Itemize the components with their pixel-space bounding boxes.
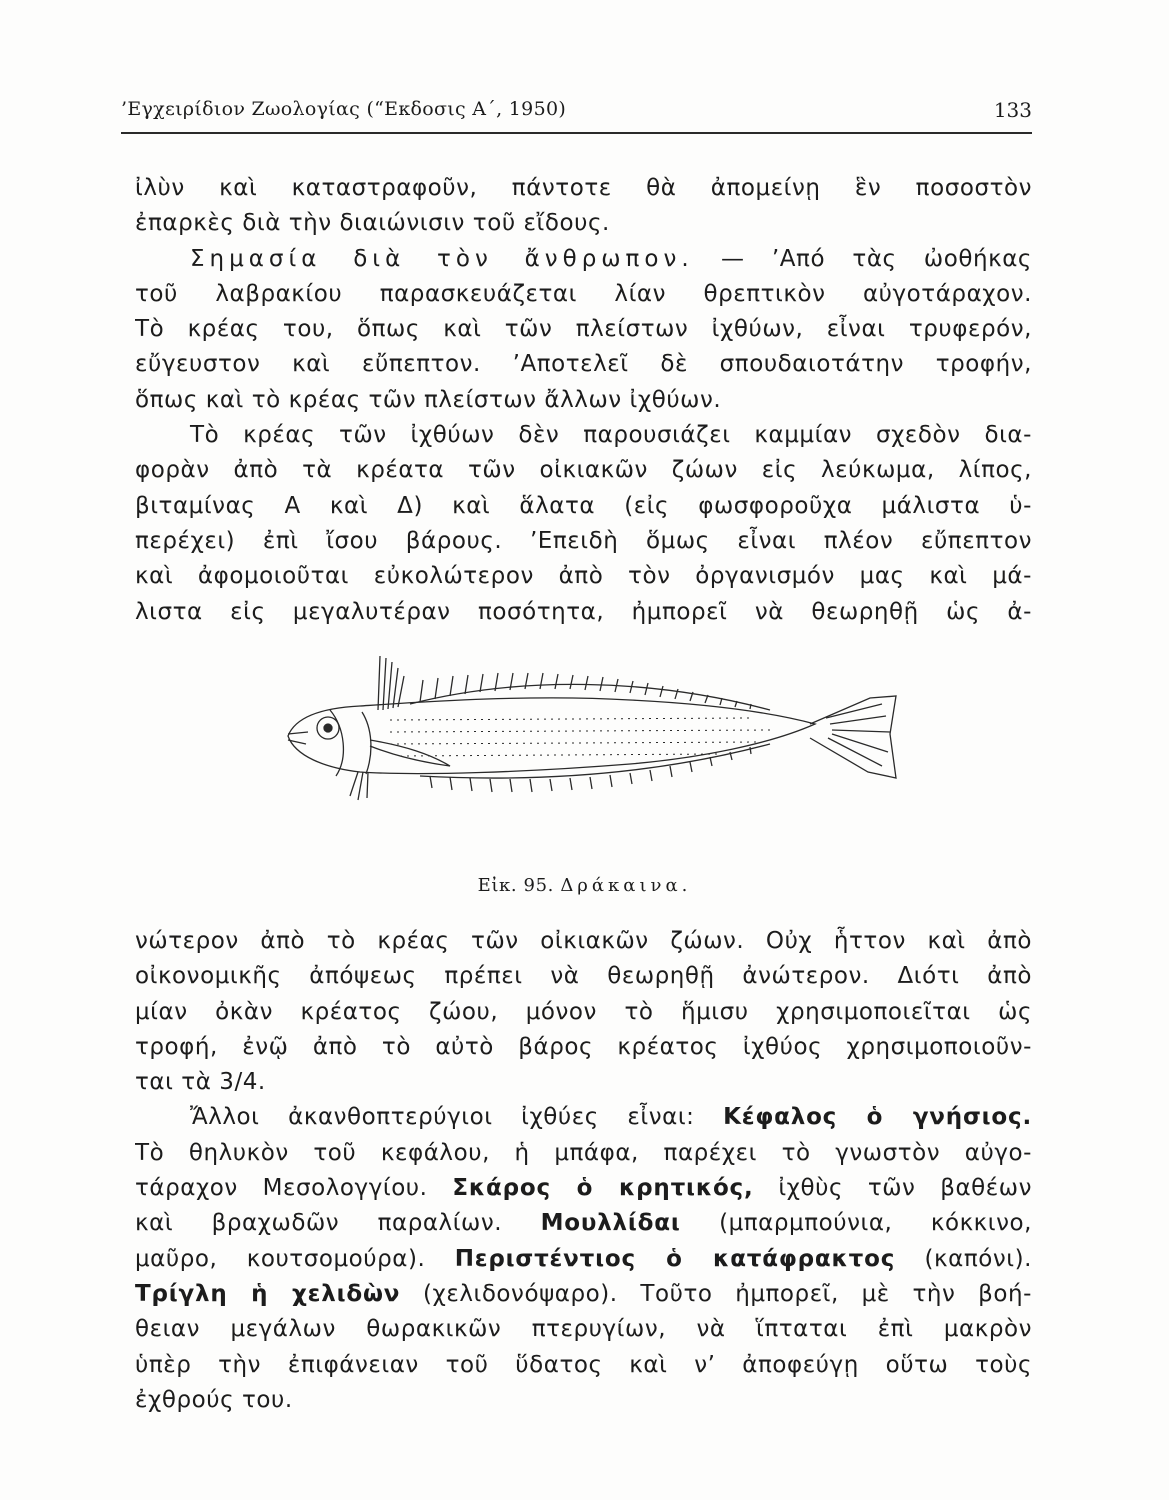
section-subhead: Σημασία διὰ τὸν ἄνθρωπον. <box>190 245 694 272</box>
text-line: οἰκονομικῆς ἀπόψεως πρέπει νὰ θεωρηθῇ ἀνώτερον. Διότι ἀπὸ <box>135 963 1032 990</box>
text-line: περέχει) ἐπὶ ἴσου βάρους. ’Επειδὴ ὅμως εἶναι πλέον εὔπεπτον <box>135 527 1032 554</box>
text-run: τάραχον Μεσολογγίου. <box>135 1175 453 1202</box>
text-line: τοῦ λαβρακίου παρασκευάζεται λίαν θρεπτικὸν αὐγοτάραχον. <box>135 280 1032 307</box>
text-line: νώτερον ἀπὸ τὸ κρέας τῶν οἰκιακῶν ζώων. Οὐχ ἧττον καὶ ἀπὸ <box>135 928 1032 954</box>
header-title: ’Εγχειρίδιον Ζωολογίας (“Εκδοσις Α΄, 1950) <box>121 98 567 120</box>
text-line: Τὸ κρέας τῶν ἰχθύων δὲν παρουσιάζει καμμίαν σχεδὸν δια- <box>190 422 1032 449</box>
text-line: ἐχθρούς του. <box>135 1386 293 1413</box>
text-run: μαῦρο, κουτσομούρα). <box>135 1245 455 1272</box>
text-line: ται τὰ 3/4. <box>135 1069 266 1096</box>
text-line: ἐπαρκὲς διὰ τὴν διαιώνισιν τοῦ εἴδους. <box>135 210 610 237</box>
text-line: θειαν μεγάλων θωρακικῶν πτερυγίων, νὰ ἵπταται ἐπὶ μακρὸν <box>135 1316 1032 1343</box>
text-run: (καπόνι). <box>895 1245 1032 1272</box>
text-run: (χελιδονόψαρο). Τοῦτο ἠμπορεῖ, μὲ τὴν βοή- <box>400 1280 1032 1307</box>
text-run: ἰχθὺς τῶν βαθέων <box>753 1175 1032 1202</box>
text-line: ὑπὲρ τὴν ἐπιφάνειαν τοῦ ὕδατος καὶ ν’ ἀποφεύγῃ οὕτω τοὺς <box>135 1351 1032 1378</box>
fish-illustration-icon <box>270 648 910 833</box>
page-number: 133 <box>993 98 1032 122</box>
species-term: Μουλλίδαι <box>540 1210 681 1237</box>
text-line: εὔγευστον καὶ εὔπεπτον. ’Αποτελεῖ δὲ σπουδαιοτάτην τροφήν, <box>135 351 1032 378</box>
text-line <box>135 1206 1032 1241</box>
caption-name: Δράκαινα. <box>560 875 692 896</box>
figure-caption <box>0 875 1169 896</box>
species-term: Τρίγλη ἡ χελιδὼν <box>135 1280 401 1307</box>
species-term: Κέφαλος ὁ γνήσιος. <box>723 1104 1032 1131</box>
text-line: Τὸ κρέας του, ὅπως καὶ τῶν πλείστων ἰχθύων, εἶναι τρυφερόν, <box>135 316 1032 343</box>
text-line: ἰλὺν καὶ καταστραφοῦν, πάντοτε θὰ ἀπομείνῃ ἓν ποσοστὸν <box>135 175 1032 201</box>
text-line: βιταμίνας Α καὶ Δ) καὶ ἅλατα (εἰς φωσφοροῦχα μάλιστα ὑ- <box>135 492 1032 519</box>
text-block-bottom <box>135 924 1032 1418</box>
text-run: (μπαρμπούνια, κόκκινο, <box>680 1210 1032 1237</box>
text-line: μίαν ὀκὰν κρέατος ζώου, μόνον τὸ ἥμισυ χρησιμοποιεῖται ὡς <box>135 998 1032 1025</box>
text-line: τροφή, ἐνῷ ἀπὸ τὸ αὐτὸ βάρος κρέατος ἰχθύος χρησιμοποιοῦν- <box>135 1033 1032 1060</box>
text-line <box>135 1100 1032 1135</box>
text-line <box>135 1242 1032 1277</box>
caption-number: Εἰκ. 95. <box>477 875 554 896</box>
text-line <box>135 1171 1032 1206</box>
text-block-top <box>135 171 1032 630</box>
species-term: Περιστέντιος ὁ κατάφρακτος <box>454 1245 896 1272</box>
text-line: Τὸ θηλυκὸν τοῦ κεφάλου, ἡ μπάφα, παρέχει τὸ γνωστὸν αὐγο- <box>135 1139 1032 1166</box>
text-run: καὶ βραχωδῶν παραλίων. <box>135 1210 541 1237</box>
text-line: ὅπως καὶ τὸ κρέας τῶν πλείστων ἄλλων ἰχθύων. <box>135 386 722 413</box>
section-subhead-line <box>135 242 1032 277</box>
text-line <box>135 1277 1032 1312</box>
text-line: φορὰν ἀπὸ τὰ κρέατα τῶν οἰκιακῶν ζώων εἰς λεύκωμα, λίπος, <box>135 457 1032 484</box>
text-run: Ἄλλοι ἀκανθοπτερύγιοι ἰχθύες εἶναι: <box>190 1104 724 1131</box>
running-header <box>121 96 1032 134</box>
text-line: λιστα εἰς μεγαλυτέραν ποσότητα, ἠμπορεῖ νὰ θεωρηθῇ ὡς ἀ- <box>135 598 1032 625</box>
text-line: καὶ ἀφομοιοῦται εὐκολώτερον ἀπὸ τὸν ὀργανισμόν μας καὶ μά- <box>135 563 1032 590</box>
subhead-continuation: — ’Από τὰς ὠοθήκας <box>721 245 1032 272</box>
species-term: Σκάρος ὁ κρητικός, <box>452 1175 754 1202</box>
